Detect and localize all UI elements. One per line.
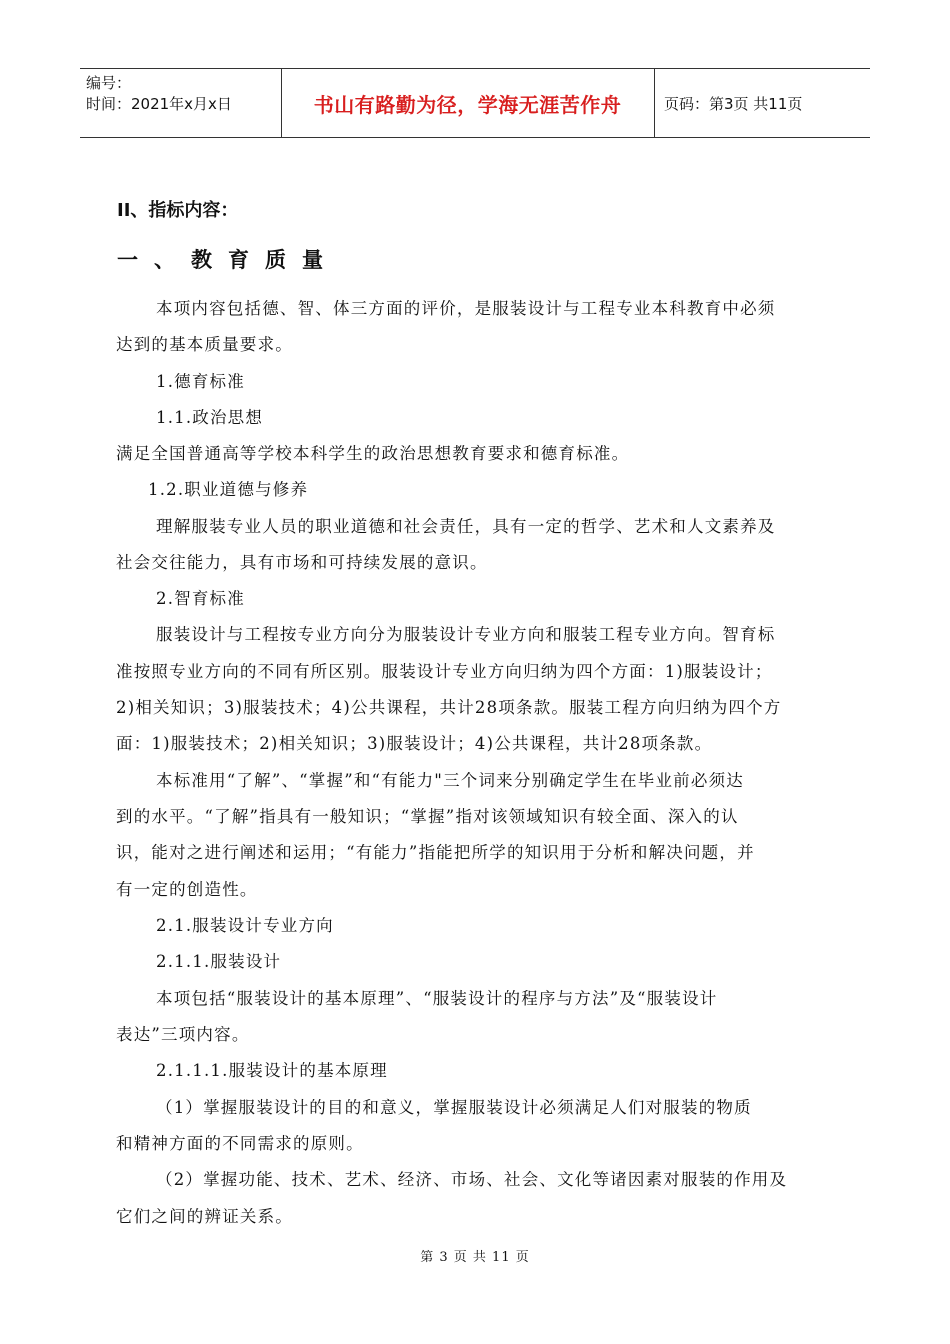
paragraph-line: 到的水平。“了解”指具有一般知识；“掌握”指对该领域知识有较全面、深入的认 <box>116 807 739 826</box>
paragraph-line: 本项内容包括德、智、体三方面的评价，是服装设计与工程专业本科教育中必须 <box>156 299 776 318</box>
heading-line: 2.1.1.服装设计 <box>156 952 282 971</box>
header-divider-right <box>654 69 655 137</box>
paragraph-line: （2）掌握功能、技术、艺术、经济、市场、社会、文化等诸因素对服装的作用及 <box>156 1170 788 1189</box>
heading-line: 2.1.1.1.服装设计的基本原理 <box>156 1061 388 1080</box>
heading-line: 1.1.政治思想 <box>156 408 264 427</box>
paragraph-line: 面：1)服装技术；2)相关知识；3)服装设计；4)公共课程，共计28项条款。 <box>116 734 713 753</box>
chapter-title: 一、教育质量 <box>117 248 339 272</box>
paragraph-line: 服装设计与工程按专业方向分为服装设计专业方向和服装工程专业方向。智育标 <box>156 625 776 644</box>
time-label: 时间：2021年x月x日 <box>86 95 232 113</box>
heading-line: 2.1.服装设计专业方向 <box>156 916 334 935</box>
paragraph-line: （1）掌握服装设计的目的和意义，掌握服装设计必须满足人们对服装的物质 <box>156 1098 752 1117</box>
paragraph-line: 本标准用“了解”、“掌握”和“有能力"三个词来分别确定学生在毕业前必须达 <box>156 771 744 790</box>
paragraph-line: 社会交往能力，具有市场和可持续发展的意识。 <box>116 553 488 572</box>
paragraph-line: 本项包括“服装设计的基本原理”、“服装设计的程序与方法”及“服装设计 <box>156 989 718 1008</box>
paragraph-line: 理解服装专业人员的职业道德和社会责任，具有一定的哲学、艺术和人文素养及 <box>156 517 776 536</box>
heading-line: 1.德育标准 <box>156 372 245 391</box>
paragraph-line: 表达”三项内容。 <box>116 1025 250 1044</box>
paragraph-line: 和精神方面的不同需求的原则。 <box>116 1134 364 1153</box>
paragraph-line: 识，能对之进行阐述和运用；“有能力”指能把所学的知识用于分析和解决问题，并 <box>116 843 755 862</box>
motto: 书山有路勤为径，学海无涯苦作舟 <box>313 92 622 117</box>
header-left-cell <box>86 73 232 115</box>
heading-line: 2.智育标准 <box>156 589 245 608</box>
paragraph-line: 达到的基本质量要求。 <box>116 335 293 354</box>
header-table <box>80 68 870 138</box>
paragraph-line: 它们之间的辨证关系。 <box>116 1207 293 1226</box>
page-footer: 第 3 页 共 11 页 <box>420 1250 530 1265</box>
page-info: 页码：第3页 共11页 <box>664 94 803 113</box>
section-title: II、指标内容： <box>117 200 239 221</box>
paragraph-line: 满足全国普通高等学校本科学生的政治思想教育要求和德育标准。 <box>116 444 630 463</box>
paragraph-line: 准按照专业方向的不同有所区别。服装设计专业方向归纳为四个方面：1)服装设计； <box>116 662 773 681</box>
paragraph-line: 有一定的创造性。 <box>116 880 258 899</box>
paragraph-line: 2)相关知识；3)服装技术；4)公共课程，共计28项条款。服装工程方向归纳为四个方 <box>116 698 782 717</box>
number-label: 编号： <box>86 74 132 92</box>
heading-line: 1.2.职业道德与修养 <box>148 480 309 499</box>
